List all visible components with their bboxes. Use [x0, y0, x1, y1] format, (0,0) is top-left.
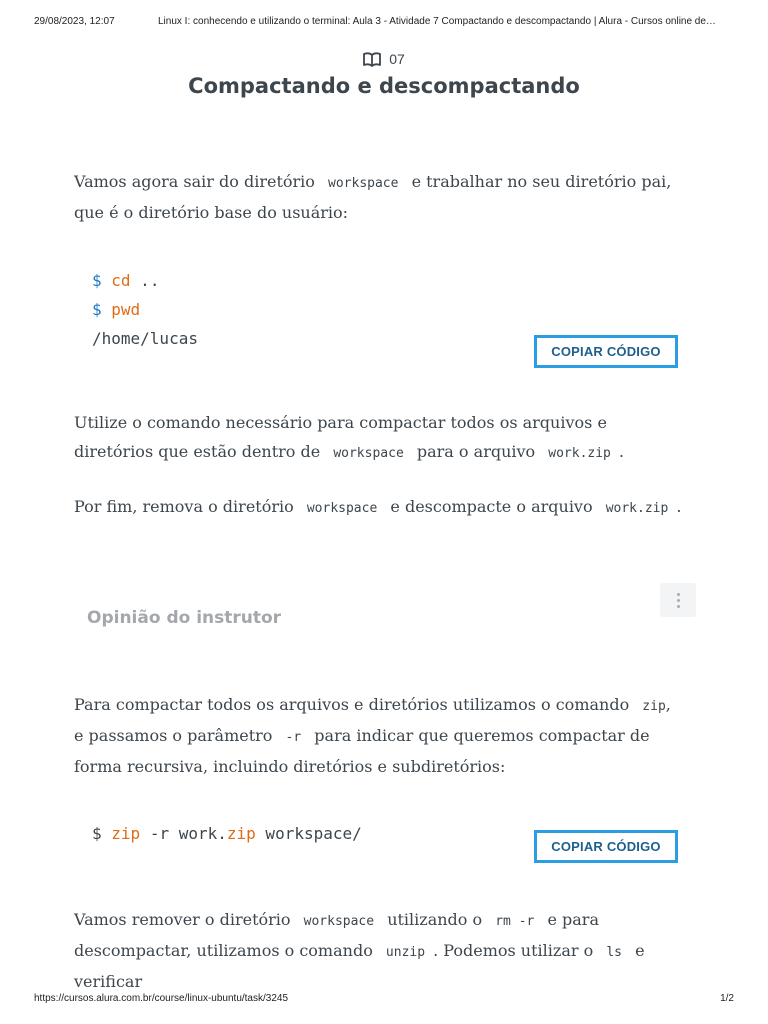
text-segment: , e passamos o parâmetro — [74, 695, 671, 745]
text-segment: Utilize o comando necessário para compactar todos os arquivos e diretórios que estão dentro de — [74, 413, 607, 461]
intro-paragraph — [74, 167, 684, 227]
text-segment: e trabalhar no seu diretório pai, que é o diretório base do usuário: — [74, 172, 672, 222]
text-segment: Vamos remover o diretório — [74, 910, 291, 929]
text-segment: e verificar — [74, 941, 645, 991]
instructor-opinion-heading: Opinião do instrutor — [87, 608, 282, 628]
instructor-paragraph-continued — [74, 905, 714, 996]
inline-code: workspace — [303, 914, 375, 929]
code-block — [92, 819, 362, 848]
page-number: 1/2 — [720, 993, 734, 1004]
copy-code-button[interactable]: COPIAR CÓDIGO — [534, 335, 678, 368]
task-paragraph-final — [74, 492, 684, 523]
vertical-dots-icon — [677, 593, 680, 596]
code-keyword: zip — [226, 824, 256, 843]
print-datetime: 29/08/2023, 12:07 — [34, 16, 115, 27]
task-number: 07 — [389, 51, 405, 67]
page-title: Compactando e descompactando — [188, 74, 580, 98]
code-block — [92, 266, 198, 353]
code-args: workspace/ — [255, 824, 362, 843]
options-menu-button[interactable] — [660, 583, 696, 617]
inline-code: ls — [606, 945, 622, 960]
task-paragraph — [74, 408, 684, 468]
code-args: -r work. — [140, 824, 227, 843]
text-segment: Para compactar todos os arquivos e diretórios utilizamos o comando — [74, 695, 630, 714]
inline-code: rm -r — [495, 914, 535, 929]
text-segment: utilizando o — [387, 910, 483, 929]
instructor-paragraph — [74, 690, 684, 781]
text-segment: Por fim, remova o diretório — [74, 497, 294, 516]
copy-code-button[interactable]: COPIAR CÓDIGO — [534, 830, 678, 863]
book-open-icon — [363, 52, 381, 67]
inline-code: workspace — [306, 501, 378, 516]
inline-code: unzip — [385, 945, 426, 960]
code-output: /home/lucas — [92, 329, 198, 348]
shell-prompt: $ — [92, 824, 102, 843]
page-url: https://cursos.alura.com.br/course/linux-ubuntu/task/3245 — [34, 993, 289, 1004]
text-segment: . — [676, 497, 682, 516]
code-command: zip — [111, 824, 141, 843]
print-header — [34, 16, 734, 27]
inline-code: -r — [285, 730, 302, 745]
code-command: cd — [111, 271, 131, 290]
inline-code: workspace — [333, 446, 404, 461]
text-segment: para o arquivo — [416, 442, 536, 461]
inline-code: work.zip — [605, 501, 669, 516]
task-number-badge — [0, 51, 768, 67]
shell-prompt: $ — [92, 271, 102, 290]
text-segment: . Podemos utilizar o — [433, 941, 594, 960]
inline-code: work.zip — [548, 446, 611, 461]
text-segment: para indicar que queremos compactar de forma recursiva, incluindo diretórios e subdiretórios: — [74, 726, 650, 776]
code-command: pwd — [111, 300, 141, 319]
code-args: .. — [130, 271, 160, 290]
instructor-paragraph-continued-wrapper — [74, 905, 674, 991]
shell-prompt: $ — [92, 300, 102, 319]
inline-code: workspace — [328, 176, 399, 191]
text-segment: Vamos agora sair do diretório — [74, 172, 315, 191]
print-footer — [34, 993, 734, 1004]
inline-code: zip — [642, 699, 666, 714]
text-segment: . — [618, 442, 624, 461]
text-segment: e para descompactar, utilizamos o comando — [74, 910, 599, 960]
print-page-title: Linux I: conhecendo e utilizando o terminal: Aula 3 - Atividade 7 Compactando e descompactando | Alura - Cursos online de… — [158, 16, 716, 27]
text-segment: e descompacte o arquivo — [390, 497, 593, 516]
